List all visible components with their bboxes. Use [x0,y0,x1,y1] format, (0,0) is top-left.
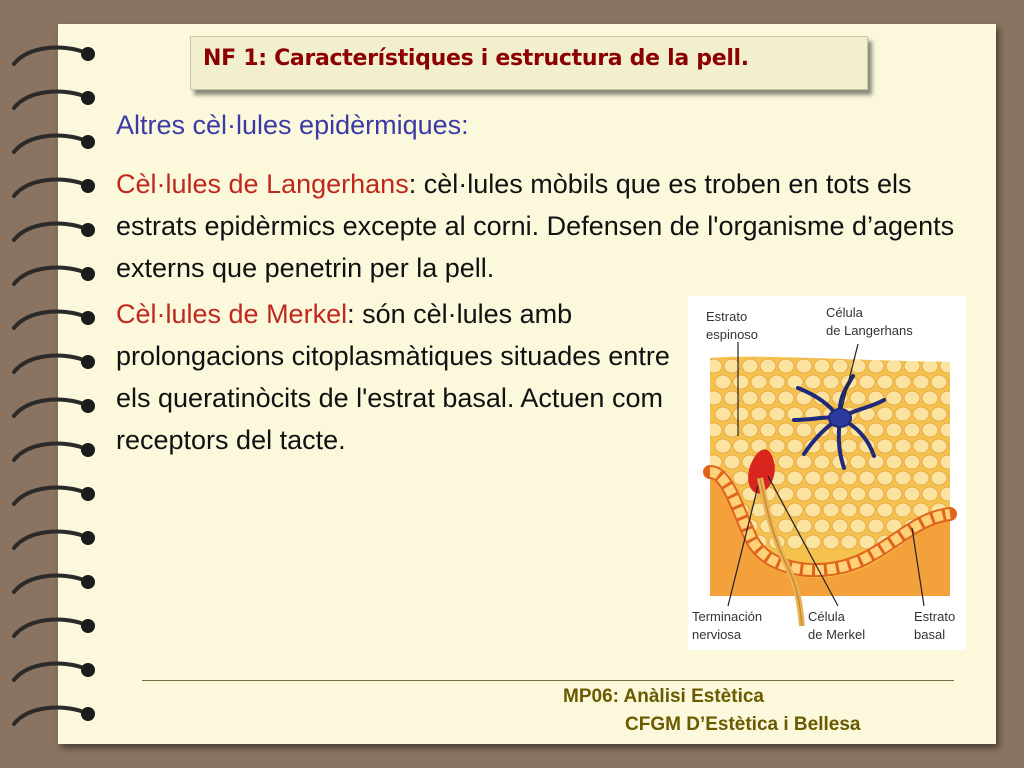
keratinocyte [877,439,893,453]
keratinocyte [868,487,884,501]
keratinocyte [895,503,911,517]
spiral-ring [14,400,84,416]
keratinocyte [805,375,821,389]
keratinocyte [931,375,947,389]
keratinocyte [733,375,749,389]
keratinocyte [859,471,875,485]
spiral-ring [14,620,84,636]
keratinocyte [796,455,812,469]
keratinocyte [805,535,821,549]
keratinocyte [787,439,803,453]
keratinocyte [922,423,938,437]
keratinocyte [742,391,758,405]
keratinocyte [940,487,956,501]
keratinocyte [769,439,785,453]
binding-hole [81,355,95,369]
keratinocyte [877,471,893,485]
keratinocyte [760,423,776,437]
keratinocyte [850,455,866,469]
keratinocyte [823,535,839,549]
spiral-ring [14,488,84,504]
keratinocyte [751,407,767,421]
keratinocyte [949,439,965,453]
keratinocyte [850,391,866,405]
keratinocyte [832,487,848,501]
keratinocyte [904,423,920,437]
keratinocyte [823,375,839,389]
keratinocyte [706,359,722,373]
keratinocyte [904,455,920,469]
page-title: NF 1: Característiques i estructura de la pell. [203,46,749,71]
keratinocyte [859,503,875,517]
binding-hole [81,179,95,193]
langerhans-term: Cèl·lules de Langerhans [116,169,409,199]
langerhans-paragraph [116,163,986,289]
keratinocyte [742,423,758,437]
label-celula-merkel: Célula de Merkel [808,609,866,642]
keratinocyte [805,503,821,517]
merkel-term: Cèl·lules de Merkel [116,299,348,329]
spiral-ring [14,444,84,460]
keratinocyte [886,487,902,501]
keratinocyte [796,487,812,501]
keratinocyte [868,455,884,469]
keratinocyte [814,519,830,533]
spiral-ring [14,136,84,152]
keratinocyte [769,407,785,421]
keratinocyte [733,471,749,485]
keratinocyte [715,407,731,421]
spiral-ring [14,708,84,724]
keratinocyte [913,407,929,421]
binding-hole [81,399,95,413]
keratinocyte [949,535,965,549]
keratinocyte [949,471,965,485]
keratinocyte [895,375,911,389]
keratinocyte [742,359,758,373]
keratinocyte [895,439,911,453]
spiral-ring [14,268,84,284]
binding-hole [81,47,95,61]
keratinocyte [904,487,920,501]
spiral-ring [14,92,84,108]
keratinocyte [796,423,812,437]
langerhans-text: : cèl·lules mòbils que es troben en tots els estrats epidèrmics excepte al corni. Defensen de l'organisme d’agents externs que penetrin per la pell. [116,169,955,283]
keratinocyte [733,407,749,421]
keratinocyte [940,423,956,437]
keratinocyte [868,519,884,533]
keratinocyte [922,391,938,405]
keratinocyte [931,439,947,453]
keratinocyte [877,407,893,421]
spiral-ring [14,532,84,548]
keratinocyte [940,391,956,405]
keratinocyte [841,503,857,517]
merkel-text: : són cèl·lules amb prolongacions citoplasmàtiques situades entre els queratinòcits de l'estrat basal. Actuen com receptors del tacte. [116,299,670,455]
keratinocyte [904,359,920,373]
keratinocyte [886,423,902,437]
keratinocyte [715,439,731,453]
keratinocyte [778,455,794,469]
binding-hole [81,663,95,677]
epidermis-drawing [688,296,966,650]
label-estrato-espinoso: Estrato espinoso [706,309,759,342]
binding-hole [81,91,95,105]
spiral-ring [14,48,84,64]
keratinocyte [895,471,911,485]
keratinocyte [949,407,965,421]
keratinocyte [877,375,893,389]
keratinocyte [922,455,938,469]
keratinocyte [814,455,830,469]
keratinocyte [760,391,776,405]
keratinocyte [823,439,839,453]
keratinocyte [805,471,821,485]
keratinocyte [886,359,902,373]
keratinocyte [706,423,722,437]
keratinocyte [841,439,857,453]
keratinocyte [913,375,929,389]
keratinocyte [814,359,830,373]
spiral-ring [14,224,84,240]
keratinocyte [922,359,938,373]
footer-divider [142,680,954,681]
keratinocyte [886,455,902,469]
keratinocyte [841,471,857,485]
binding-hole [81,707,95,721]
keratinocyte [778,359,794,373]
keratinocyte [913,439,929,453]
keratinocyte [751,375,767,389]
keratinocyte [778,519,794,533]
title-box [190,36,868,90]
binding-hole [81,575,95,589]
epidermis-illustration [688,296,966,650]
keratinocyte [796,519,812,533]
keratinocyte [715,375,731,389]
keratinocyte [859,375,875,389]
keratinocyte [940,359,956,373]
keratinocyte [787,471,803,485]
keratinocyte [904,391,920,405]
keratinocyte [877,503,893,517]
keratinocyte [814,487,830,501]
section-subtitle: Altres cèl·lules epidèrmiques: [116,110,469,140]
keratinocyte [931,471,947,485]
binding-hole [81,267,95,281]
keratinocyte [796,359,812,373]
label-terminacion-nerviosa: Terminación nerviosa [692,609,763,642]
keratinocyte [922,487,938,501]
spiral-binding [0,0,110,768]
binding-hole [81,619,95,633]
keratinocyte [850,519,866,533]
keratinocyte [931,407,947,421]
keratinocyte [823,471,839,485]
spiral-ring [14,664,84,680]
spiral-ring [14,180,84,196]
keratinocyte [760,359,776,373]
binding-hole [81,487,95,501]
label-celula-langerhans: Célula de Langerhans [826,305,913,338]
binding-hole [81,443,95,457]
binding-hole [81,223,95,237]
spiral-ring [14,576,84,592]
merkel-paragraph [116,293,676,461]
keratinocyte [868,423,884,437]
keratinocyte [868,359,884,373]
footer-module: MP06: Anàlisi Estètica [563,686,764,707]
keratinocyte [895,407,911,421]
keratinocyte [850,487,866,501]
binding-hole [81,311,95,325]
keratinocyte [778,391,794,405]
keratinocyte [940,455,956,469]
label-estrato-basal: Estrato basal [914,609,956,642]
spiral-ring [14,312,84,328]
keratinocyte [913,471,929,485]
keratinocyte [886,391,902,405]
binding-hole [81,135,95,149]
keratinocyte [733,439,749,453]
footer-course: CFGM D’Estètica i Bellesa [625,714,861,735]
keratinocyte [841,535,857,549]
keratinocyte [724,455,740,469]
keratinocyte [832,519,848,533]
spiral-ring [14,356,84,372]
keratinocyte [706,391,722,405]
binding-hole [81,531,95,545]
keratinocyte [769,375,785,389]
keratinocyte [778,423,794,437]
keratinocyte [823,503,839,517]
keratinocyte [949,375,965,389]
keratinocyte [832,359,848,373]
